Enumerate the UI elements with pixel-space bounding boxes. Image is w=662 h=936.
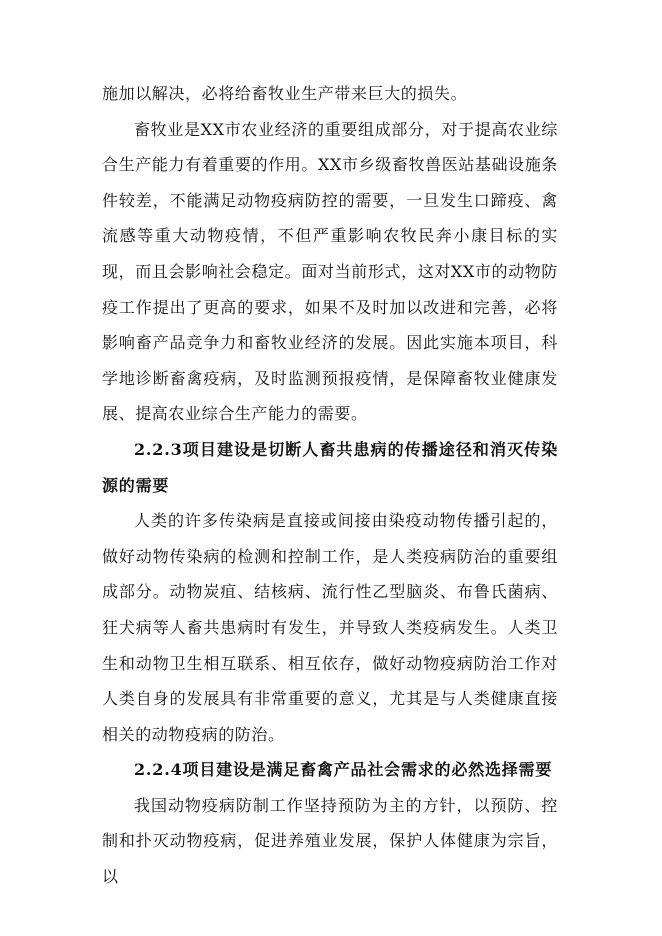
section-heading-2-2-3: 2.2.3项目建设是切断人畜共患病的传播途径和消灭传染源的需要 [102,439,558,495]
document-page [102,76,558,895]
paragraph-continuation: 施加以解决，必将给畜牧业生产带来巨大的损失。 [102,84,468,103]
paragraph-zoonosis: 人类的许多传染病是直接或间接由染疫动物传播引起的，做好动物传染病的检测和控制工作，是人类疫病防治的重要组成部分。动物炭疽、结核病、流行性乙型脑炎、布鲁氏菌病、狂犬病等人畜共患病时有发生，并导致人类疫病发生。人类卫生和动物卫生相互联系、相互依存，做好动物疫病防治工作对人类自身的发展具有非常重要的意义，尤其是与人类健康直接相关的动物疫病的防治。 [102,511,558,744]
paragraph-animal-husbandry: 畜牧业是XX市农业经济的重要组成部分，对于提高农业综合生产能力有着重要的作用。XX市乡级畜牧兽医站基础设施条件较差，不能满足动物疫病防控的需要，一旦发生口蹄疫、禽流感等重大动物疫情，不但严重影响农牧民奔小康目标的实现，而且会影响社会稳定。面对当前形式，这对XX市的动物防疫工作提出了更高的要求，如果不及时加以改进和完善，必将影响畜产品竞争力和畜牧业经济的发展。因此实施本项目，科学地诊断畜禽疫病，及时监测预报疫情，是保障畜牧业健康发展、提高农业综合生产能力的需要。 [102,119,558,424]
paragraph-prevention-policy: 我国动物疫病防制工作坚持预防为主的方针，以预防、控制和扑灭动物疫病，促进养殖业发展，保护人体健康为宗旨，以 [102,795,558,887]
section-heading-2-2-4: 2.2.4项目建设是满足畜禽产品社会需求的必然选择需要 [134,760,553,780]
